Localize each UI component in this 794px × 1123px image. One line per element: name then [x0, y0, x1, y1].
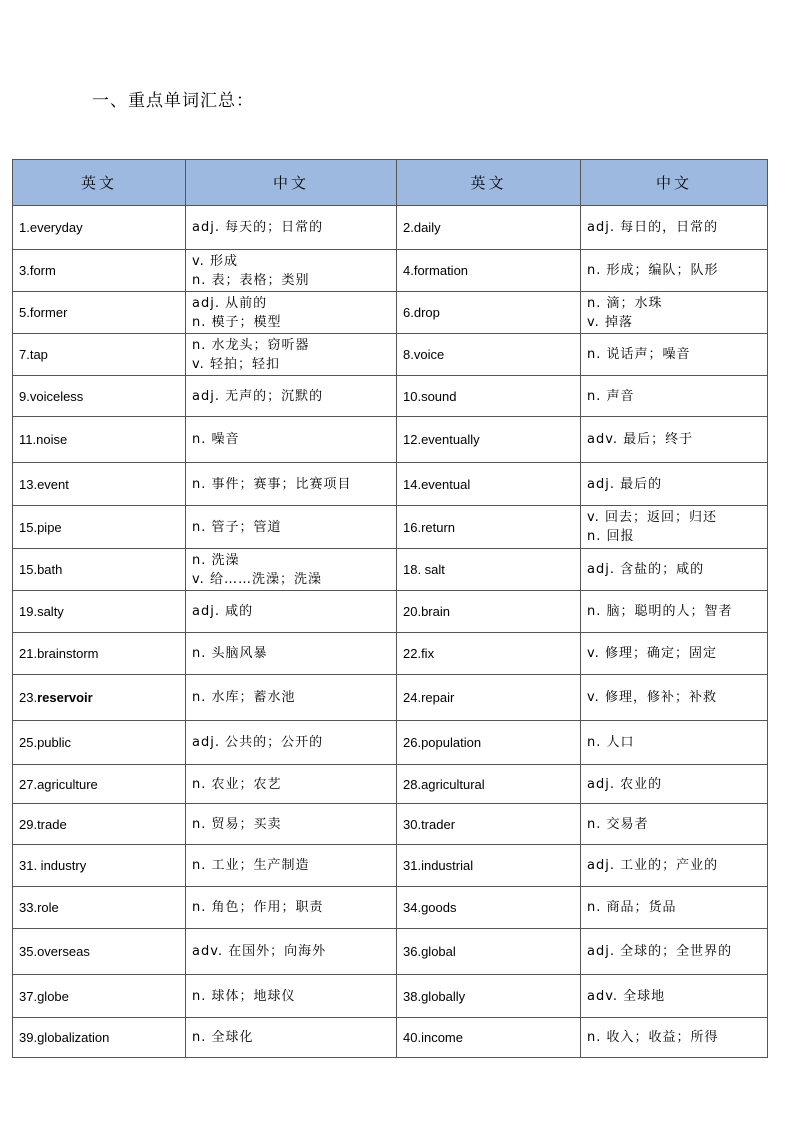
meaning-line: n. 全球化 — [192, 1030, 254, 1045]
table-header-row — [13, 160, 768, 206]
english-word: 5.former — [13, 292, 186, 334]
table-row — [13, 721, 768, 765]
english-word: 12.eventually — [397, 417, 581, 463]
table-row — [13, 549, 768, 591]
meaning-line: adj. 每日的，日常的 — [587, 220, 719, 235]
table-row — [13, 591, 768, 633]
english-word: 40.income — [397, 1018, 581, 1058]
meaning-line: v. 修理，修补；补救 — [587, 690, 717, 705]
table-row — [13, 929, 768, 975]
chinese-meaning — [581, 1018, 768, 1058]
table-row — [13, 463, 768, 506]
english-word: 30.trader — [397, 804, 581, 845]
english-word: 8.voice — [397, 334, 581, 376]
table-row — [13, 765, 768, 804]
english-word: 33.role — [13, 887, 186, 929]
english-word: 31. industry — [13, 845, 186, 887]
english-word: 7.tap — [13, 334, 186, 376]
meaning-line: v. 轻拍；轻扣 — [192, 356, 280, 372]
english-word: 9.voiceless — [13, 376, 186, 417]
english-word: 38.globally — [397, 975, 581, 1018]
chinese-meaning — [581, 206, 768, 250]
chinese-meaning — [186, 292, 397, 334]
chinese-meaning — [581, 334, 768, 376]
word-bold: reservoir — [37, 690, 93, 705]
english-word: 10.sound — [397, 376, 581, 417]
meaning-line: n. 说话声；噪音 — [587, 347, 691, 362]
meaning-line: n. 表；表格；类别 — [192, 272, 310, 288]
word-number: 23. — [19, 690, 38, 705]
meaning-line: n. 工业；生产制造 — [192, 858, 310, 873]
chinese-meaning — [186, 417, 397, 463]
table-row — [13, 975, 768, 1018]
table-row — [13, 675, 768, 721]
english-word: 16.return — [397, 506, 581, 549]
chinese-meaning — [186, 929, 397, 975]
english-word: 26.population — [397, 721, 581, 765]
chinese-meaning — [581, 506, 768, 549]
english-word: 31.industrial — [397, 845, 581, 887]
chinese-meaning — [186, 549, 397, 591]
section-heading: 一、重点单词汇总： — [92, 91, 254, 111]
english-word: 4.formation — [397, 250, 581, 292]
chinese-meaning — [581, 591, 768, 633]
table-row — [13, 376, 768, 417]
meaning-line: n. 交易者 — [587, 816, 649, 832]
meaning-line: adj. 含盐的；咸的 — [587, 562, 705, 577]
chinese-meaning — [186, 721, 397, 765]
meaning-line: adj. 每天的；日常的 — [192, 220, 324, 235]
chinese-meaning — [186, 376, 397, 417]
english-word: 20.brain — [397, 591, 581, 633]
english-word: 39.globalization — [13, 1018, 186, 1058]
chinese-meaning — [186, 845, 397, 887]
meaning-line: v. 回去；返回；归还 — [587, 510, 717, 525]
chinese-meaning — [581, 721, 768, 765]
chinese-meaning — [186, 975, 397, 1018]
meaning-line: n. 农业；农艺 — [192, 776, 282, 792]
meaning-line: adj. 农业的 — [587, 776, 663, 792]
meaning-line: n. 人口 — [587, 735, 635, 750]
meaning-line: n. 滴；水珠 — [587, 295, 663, 311]
chinese-meaning — [581, 463, 768, 506]
english-word: 1.everyday — [13, 206, 186, 250]
table-row — [13, 206, 768, 250]
chinese-meaning — [581, 765, 768, 804]
english-word: 18. salt — [397, 549, 581, 591]
meaning-line: n. 水龙头；窃听器 — [192, 337, 310, 353]
chinese-meaning — [186, 804, 397, 845]
meaning-line: n. 模子；模型 — [192, 314, 282, 330]
meaning-line: n. 收入；收益；所得 — [587, 1030, 719, 1045]
chinese-meaning — [581, 250, 768, 292]
chinese-meaning — [186, 887, 397, 929]
meaning-line: n. 头脑风暴 — [192, 646, 268, 661]
english-word: 19.salty — [13, 591, 186, 633]
meaning-line: n. 商品；货品 — [587, 900, 677, 915]
chinese-meaning — [186, 675, 397, 721]
english-word: 35.overseas — [13, 929, 186, 975]
chinese-meaning — [186, 206, 397, 250]
chinese-meaning — [581, 376, 768, 417]
meaning-line: n. 球体；地球仪 — [192, 988, 296, 1004]
meaning-line: adj. 从前的 — [192, 295, 268, 311]
meaning-line: adj. 全球的；全世界的 — [587, 944, 733, 959]
english-word: 15.bath — [13, 549, 186, 591]
meaning-line: n. 脑；聪明的人；智者 — [587, 604, 733, 619]
chinese-meaning — [186, 1018, 397, 1058]
table-row — [13, 506, 768, 549]
meaning-line: n. 管子；管道 — [192, 519, 282, 535]
meaning-line: adj. 无声的；沉默的 — [192, 388, 324, 404]
english-word: 21.brainstorm — [13, 633, 186, 675]
chinese-meaning — [581, 549, 768, 591]
meaning-line: adj. 公共的；公开的 — [192, 735, 324, 750]
meaning-line: n. 洗澡 — [192, 552, 240, 568]
english-word: 28.agricultural — [397, 765, 581, 804]
meaning-line: adv. 全球地 — [587, 988, 666, 1004]
english-word: 27.agriculture — [13, 765, 186, 804]
meaning-line: n. 声音 — [587, 388, 635, 404]
meaning-line: n. 事件；赛事；比赛项目 — [192, 476, 352, 492]
table-row — [13, 633, 768, 675]
chinese-meaning — [581, 929, 768, 975]
table-row — [13, 845, 768, 887]
english-word: 14.eventual — [397, 463, 581, 506]
english-word: 22.fix — [397, 633, 581, 675]
meaning-line: v. 给……洗澡；洗澡 — [192, 571, 322, 587]
meaning-line: n. 噪音 — [192, 432, 240, 447]
chinese-meaning — [581, 292, 768, 334]
meaning-line: v. 修理；确定；固定 — [587, 646, 717, 661]
table-row — [13, 334, 768, 376]
meaning-line: n. 水库；蓄水池 — [192, 690, 296, 705]
meaning-line: adj. 最后的 — [587, 476, 663, 492]
header-chinese-2: 中文 — [581, 160, 768, 206]
chinese-meaning — [581, 975, 768, 1018]
english-word: 37.globe — [13, 975, 186, 1018]
chinese-meaning — [581, 633, 768, 675]
meaning-line: n. 形成；编队；队形 — [587, 263, 719, 278]
meaning-line: adv. 最后；终于 — [587, 432, 694, 447]
header-english-1: 英文 — [13, 160, 186, 206]
chinese-meaning — [186, 506, 397, 549]
header-english-2: 英文 — [397, 160, 581, 206]
chinese-meaning — [186, 334, 397, 376]
table-body — [13, 206, 768, 1058]
vocabulary-table — [12, 159, 768, 1058]
meaning-line: n. 回报 — [587, 529, 635, 544]
english-word: 13.event — [13, 463, 186, 506]
chinese-meaning — [186, 633, 397, 675]
chinese-meaning — [186, 250, 397, 292]
english-word: 29.trade — [13, 804, 186, 845]
english-word: 11.noise — [13, 417, 186, 463]
table-row — [13, 1018, 768, 1058]
chinese-meaning — [581, 845, 768, 887]
meaning-line: n. 角色；作用；职责 — [192, 900, 324, 915]
meaning-line: v. 形成 — [192, 253, 238, 269]
chinese-meaning — [186, 765, 397, 804]
meaning-line: adj. 工业的；产业的 — [587, 858, 719, 873]
english-word: 25.public — [13, 721, 186, 765]
english-word: 6.drop — [397, 292, 581, 334]
table-row — [13, 417, 768, 463]
english-word: 3.form — [13, 250, 186, 292]
meaning-line: adj. 咸的 — [192, 604, 254, 619]
english-word: 15.pipe — [13, 506, 186, 549]
meaning-line: adv. 在国外；向海外 — [192, 944, 327, 959]
english-word: 2.daily — [397, 206, 581, 250]
table-row — [13, 250, 768, 292]
english-word: 24.repair — [397, 675, 581, 721]
header-chinese-1: 中文 — [186, 160, 397, 206]
english-word: 36.global — [397, 929, 581, 975]
table-row — [13, 804, 768, 845]
english-word: 34.goods — [397, 887, 581, 929]
meaning-line: n. 贸易；买卖 — [192, 816, 282, 832]
table-row — [13, 292, 768, 334]
meaning-line: v. 掉落 — [587, 314, 633, 330]
chinese-meaning — [186, 463, 397, 506]
chinese-meaning — [581, 675, 768, 721]
chinese-meaning — [581, 887, 768, 929]
english-word — [13, 675, 186, 721]
table-row — [13, 887, 768, 929]
chinese-meaning — [186, 591, 397, 633]
chinese-meaning — [581, 417, 768, 463]
chinese-meaning — [581, 804, 768, 845]
